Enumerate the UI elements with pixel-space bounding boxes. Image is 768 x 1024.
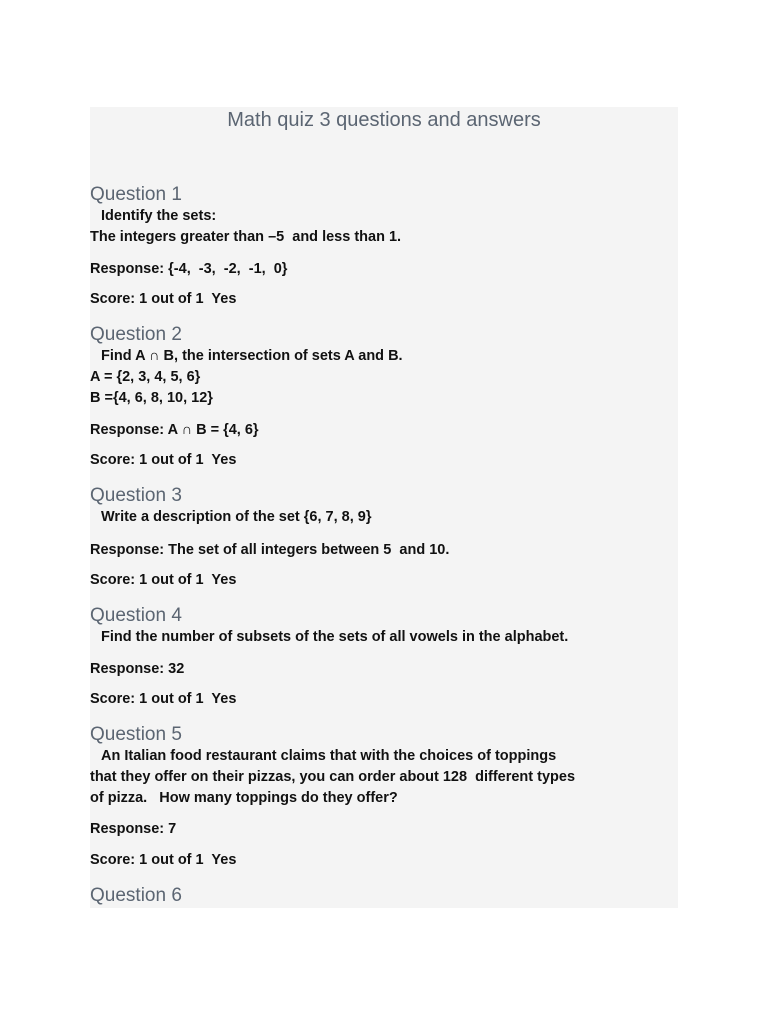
question-heading: Question 2	[90, 324, 182, 345]
question-prompt	[90, 746, 678, 809]
prompt-line: Find the number of subsets of the sets of all vowels in the alphabet.	[101, 629, 569, 645]
prompt-line: Find A ∩ B, the intersection of sets A and B.	[101, 348, 403, 364]
score-text: Score: 1 out of 1 Yes	[90, 691, 237, 707]
prompt-line: A = {2, 3, 4, 5, 6}	[90, 369, 201, 385]
prompt-line: Write a description of the set {6, 7, 8, 9}	[101, 509, 372, 525]
response-text: Response: 7	[90, 821, 177, 837]
score-text: Score: 1 out of 1 Yes	[90, 291, 237, 307]
response-text: Response: The set of all integers between 5 and 10.	[90, 542, 450, 558]
question-heading: Question 6	[90, 885, 182, 906]
question-block	[90, 605, 678, 648]
prompt-line: that they offer on their pizzas, you can order about 128 different types	[90, 769, 576, 785]
document-page	[90, 107, 678, 908]
prompt-line: of pizza. How many toppings do they offer?	[90, 790, 398, 806]
score-text: Score: 1 out of 1 Yes	[90, 852, 237, 868]
response-text: Response: {-4, -3, -2, -1, 0}	[90, 261, 288, 277]
question-block	[90, 184, 678, 248]
question-heading: Question 4	[90, 605, 182, 626]
question-block	[90, 724, 678, 809]
prompt-line: An Italian food restaurant claims that with the choices of toppings	[101, 748, 557, 764]
response-text: Response: 32	[90, 661, 185, 677]
prompt-line: The integers greater than –5 and less than 1.	[90, 229, 402, 245]
prompt-line: B ={4, 6, 8, 10, 12}	[90, 390, 213, 406]
question-heading: Question 3	[90, 485, 182, 506]
question-prompt	[90, 507, 678, 528]
question-block	[90, 885, 678, 907]
question-prompt	[90, 346, 678, 409]
question-block	[90, 324, 678, 409]
question-prompt	[90, 206, 678, 248]
question-block	[90, 485, 678, 528]
score-text: Score: 1 out of 1 Yes	[90, 572, 237, 588]
question-heading: Question 1	[90, 184, 182, 205]
response-text: Response: A ∩ B = {4, 6}	[90, 422, 259, 438]
prompt-line: Identify the sets:	[101, 208, 217, 224]
question-prompt	[90, 627, 678, 648]
question-heading: Question 5	[90, 724, 182, 745]
score-text: Score: 1 out of 1 Yes	[90, 452, 237, 468]
page-title: Math quiz 3 questions and answers	[227, 109, 541, 131]
